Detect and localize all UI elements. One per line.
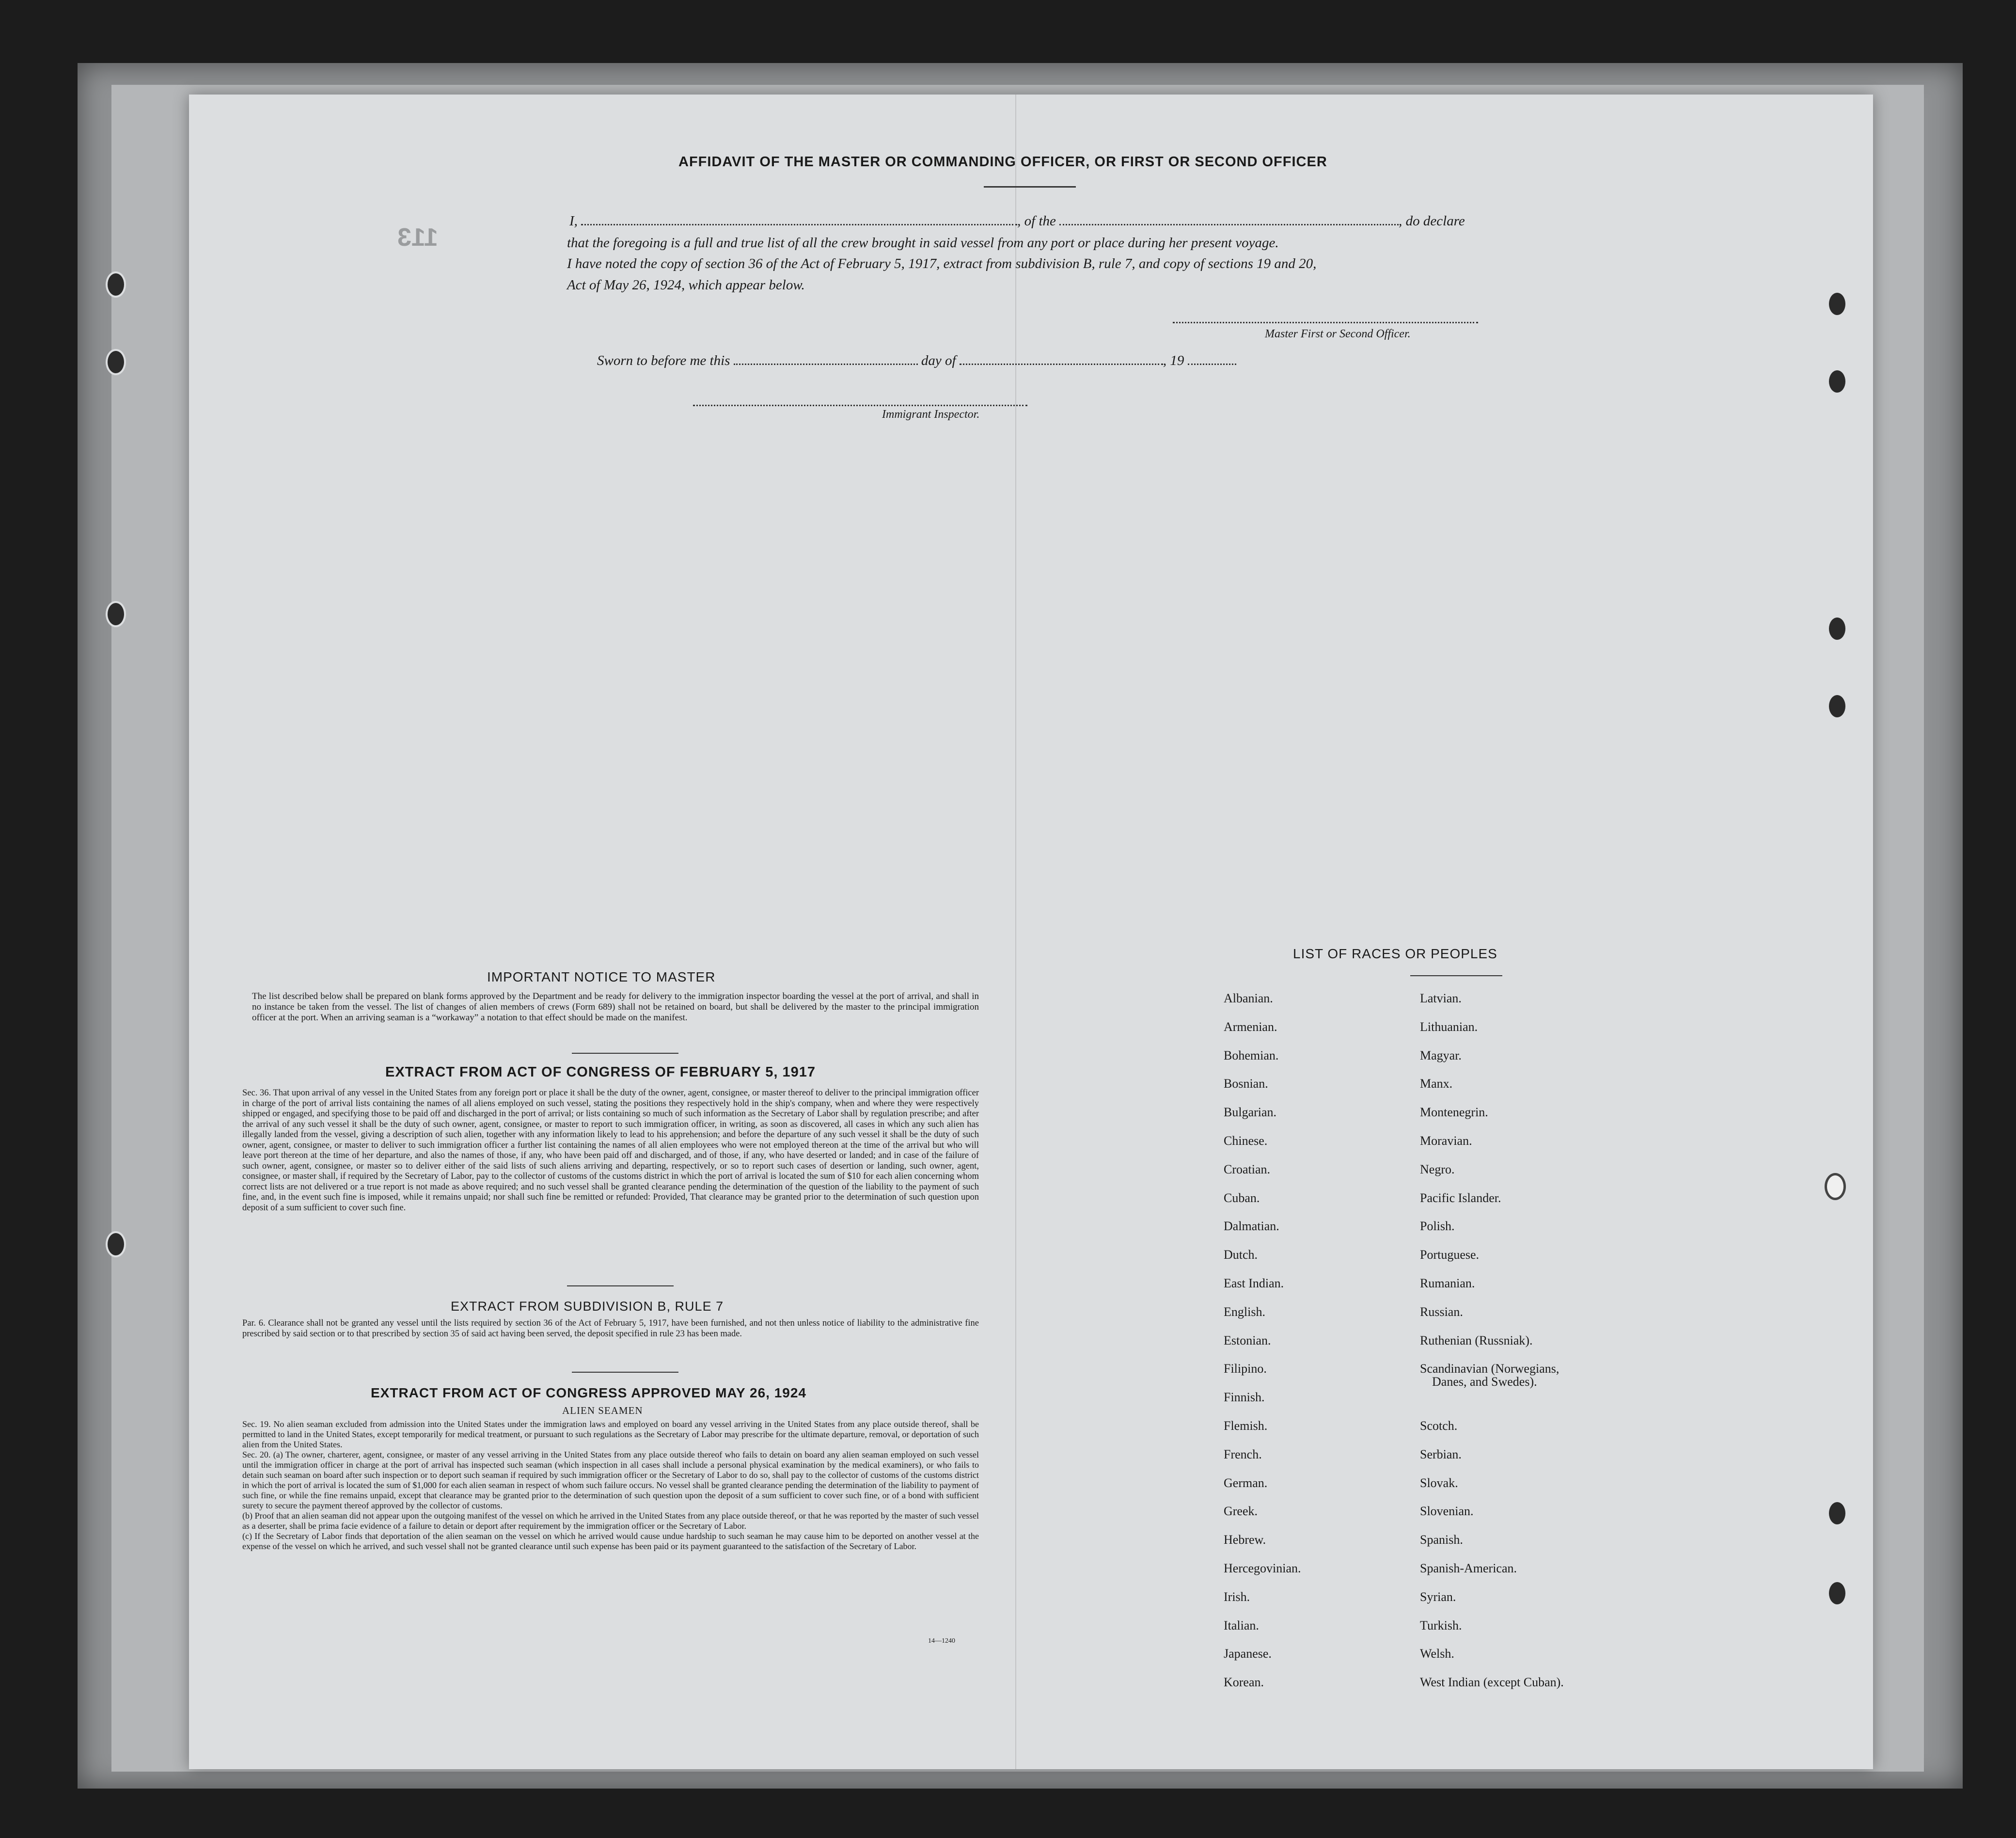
races-title: LIST OF RACES OR PEOPLES xyxy=(1293,946,1497,961)
race-item: Irish. xyxy=(1224,1589,1250,1604)
subdivision-b-body: Par. 6. Clearance shall not be granted any vessel until the lists required by section 36 of the Act of February 5, 1917, have been furnished, and not then unless notice of liability to the administrative fine prescribed by said section or to that prescribed by section 35 of said act having been served, the deposit specified in rule 23 has been made. xyxy=(242,1318,979,1339)
race-item: Rumanian. xyxy=(1420,1276,1475,1290)
inspector-signature-line[interactable] xyxy=(693,405,1027,406)
sworn-prefix: Sworn to before me this xyxy=(597,353,730,368)
race-item: Montenegrin. xyxy=(1420,1105,1488,1120)
race-item: Scandinavian (Norwegians, xyxy=(1420,1362,1559,1376)
affidavit-declare: , do declare xyxy=(1399,213,1465,229)
race-item: Manx. xyxy=(1420,1077,1453,1091)
inspector-label: Immigrant Inspector. xyxy=(882,408,980,421)
punch-hole xyxy=(1827,368,1847,395)
sec-20c: (c) If the Secretary of Labor finds that deportation of the alien seaman on the vessel on which he arrived would cause undue hardship to such seaman he may cause him to be deported on another vessel at the expense of the vessel on which he arrived, and such vessel shall not be granted clearance until such expense has been paid or its payment guaranteed to the satisfaction of the Secretary of Labor. xyxy=(242,1531,979,1551)
divider xyxy=(984,186,1076,188)
race-item: Hebrew. xyxy=(1224,1533,1266,1547)
vessel-blank[interactable] xyxy=(1059,224,1399,225)
race-item: Moravian. xyxy=(1420,1134,1472,1148)
punch-hole xyxy=(1827,1500,1847,1526)
punch-hole xyxy=(106,1231,126,1257)
notice-body: The list described below shall be prepared on blank forms approved by the Department and be ready for delivery to the immigration inspector boarding the vessel at the port of arrival, and shall in no instance be taken from the vessel. The list of changes of alien members of crews (Form 689) shall not be retained on board, but shall be delivered by the master to the principal immigration officer at the port. When an arriving seaman is a “workaway” a notation to that effect should be made on the manifest. xyxy=(252,991,979,1023)
race-item: Turkish. xyxy=(1420,1618,1462,1632)
race-item: Syrian. xyxy=(1420,1589,1456,1604)
race-item: Serbian. xyxy=(1420,1447,1462,1461)
affidavit-line-3: I have noted the copy of section 36 of the Act of February 5, 1917, extract from subdivision B, rule 7, and copy of sections 19 and 20, xyxy=(567,256,1317,271)
race-item: Portuguese. xyxy=(1420,1248,1480,1262)
name-blank[interactable] xyxy=(581,224,1017,225)
divider xyxy=(567,1285,674,1286)
extract-1917-title: EXTRACT FROM ACT OF CONGRESS OF FEBRUARY 5, 1917 xyxy=(385,1064,816,1080)
punch-hole xyxy=(1827,291,1847,317)
extract-1924-body xyxy=(242,1419,979,1552)
punch-hole xyxy=(1827,616,1847,642)
divider xyxy=(572,1372,678,1373)
race-item: Italian. xyxy=(1224,1618,1259,1632)
race-item: Croatian. xyxy=(1224,1162,1271,1176)
race-item: Finnish. xyxy=(1224,1390,1265,1405)
race-item: Estonian. xyxy=(1224,1333,1271,1347)
affidavit-title: AFFIDAVIT OF THE MASTER OR COMMANDING OFFICER, OR FIRST OR SECOND OFFICER xyxy=(678,154,1327,170)
extract-1924-subtitle: ALIEN SEAMEN xyxy=(562,1405,643,1416)
race-item: Latvian. xyxy=(1420,991,1462,1005)
race-item: Dalmatian. xyxy=(1224,1219,1279,1234)
race-item: Scotch. xyxy=(1420,1419,1458,1433)
race-item: Chinese. xyxy=(1224,1134,1268,1148)
race-item: German. xyxy=(1224,1475,1268,1490)
race-item: Welsh. xyxy=(1420,1647,1454,1661)
race-item: Slovenian. xyxy=(1420,1504,1474,1519)
race-item: Negro. xyxy=(1420,1162,1455,1176)
extract-1917-body: Sec. 36. That upon arrival of any vessel in the United States from any foreign port or place it shall be the duty of the owner, agent, consignee, or master thereof to deliver to the principal immigration officer in charge of the port of arrival lists containing the names of all aliens employed on such vessel, stating the positions they respectively hold in the ship's company, when and where they were respectively shipped or engaged, and specifying those to be paid off and discharged in the port of arrival; or lists containing so much of such information as the Secretary of Labor shall by regulation prescribe; and after the arrival of any such vessel it shall be the duty of such owner, agent, consignee, or master to report to such immigration officer, in writing, as soon as discovered, all cases in which any such alien has illegally landed from the vessel, giving a description of such alien, together with any information likely to lead to his apprehension; and before the departure of any such vessel it shall be the duty of such owner, agent, consignee, or master to deliver to such immigration officer a further list containing the names of all alien employees who were not employed thereon at the time of the arrival but who will leave port thereon at the time of her departure, and also the names of those, if any, who have been paid off and discharged, and of those, if any, who have deserted or landed; and in case of the failure of such owner, agent, consignee, or master so to deliver either of the said lists of such aliens arriving and departing, respectively, or so to report such cases of desertion or landing, such owner, agent, consignee, or master shall, if required by the Secretary of Labor, pay to the collector of customs of the customs district in which the port of arrival is located the sum of $10 for each alien concerning whom correct lists are not delivered or a true report is not made as above required; and no such vessel shall be granted clearance pending the determination of the question of the liability to the payment of such fine, and, in the event such fine is imposed, while it remains unpaid; nor shall such fine be remitted or refunded: Provided, That clearance may be granted prior to the determination of such question upon deposit of a sum sufficient to cover such fine. xyxy=(242,1088,979,1213)
race-item: Bosnian. xyxy=(1224,1077,1268,1091)
fold-line xyxy=(1015,95,1016,1769)
race-item: Spanish. xyxy=(1420,1533,1463,1547)
sworn-day-blank[interactable] xyxy=(734,364,918,365)
race-item: Filipino. xyxy=(1224,1362,1267,1376)
race-item: Spanish-American. xyxy=(1420,1561,1517,1575)
form-number: 14—1240 xyxy=(928,1637,955,1645)
sworn-month-blank[interactable] xyxy=(960,364,1163,365)
sec-20a: Sec. 20. (a) The owner, charterer, agent, consignee, or master of any vessel arriving in the United States from any place outside thereof who fails to detain on board any alien seaman employed on such vessel until the immigration officer in charge at the port of arrival has inspected such seaman (which inspection in all cases shall include a personal physical examination by the medical examiners), or who fails to detain such seaman on board after such inspection or to deport such seaman if required by such immigration officer or the Secretary of Labor to do so, shall pay to the collector of customs of the customs district in which the port of arrival is located the sum of $1,000 for each alien seaman in respect of whom such failure occurs. No vessel shall be granted clearance pending the determination of the liability to payment of such fine, or while the fine remains unpaid, except that clearance may be granted prior to the determination of such question upon the deposit of a sum sufficient to cover such fine, or of a bond with sufficient surety to secure the payment thereof approved by the collector of customs. xyxy=(242,1450,979,1510)
punch-hole xyxy=(1827,1580,1847,1606)
race-item: Albanian. xyxy=(1224,991,1273,1005)
punch-hole xyxy=(106,271,126,298)
race-item: Bulgarian. xyxy=(1224,1105,1277,1120)
extract-1924-title: EXTRACT FROM ACT OF CONGRESS APPROVED MAY 26, 1924 xyxy=(371,1385,806,1400)
race-item: Armenian. xyxy=(1224,1019,1277,1034)
sworn-day-of: day of xyxy=(921,353,956,368)
race-item: Flemish. xyxy=(1224,1419,1268,1433)
affidavit-of: , of the xyxy=(1017,213,1056,229)
punch-hole xyxy=(106,349,126,375)
race-item: Polish. xyxy=(1420,1219,1455,1234)
race-item: Bohemian. xyxy=(1224,1048,1279,1062)
race-item: Greek. xyxy=(1224,1504,1258,1519)
divider xyxy=(1410,975,1502,976)
race-item: Lithuanian. xyxy=(1420,1019,1478,1034)
master-signature-line[interactable] xyxy=(1173,322,1478,323)
affidavit-line-4: Act of May 26, 1924, which appear below. xyxy=(567,277,805,293)
affidavit-line-2: that the foregoing is a full and true list of all the crew brought in said vessel from any port or place during her present voyage. xyxy=(567,235,1279,251)
divider xyxy=(572,1053,678,1054)
punch-hole xyxy=(1825,1173,1846,1200)
race-item: Slovak. xyxy=(1420,1475,1458,1490)
race-item: Pacific Islander. xyxy=(1420,1190,1501,1205)
race-item: Hercegovinian. xyxy=(1224,1561,1301,1575)
race-item: West Indian (except Cuban). xyxy=(1420,1675,1564,1690)
race-item: Dutch. xyxy=(1224,1248,1258,1262)
race-item: East Indian. xyxy=(1224,1276,1284,1290)
sec-20b: (b) Proof that an alien seaman did not appear upon the outgoing manifest of the vessel on which he arrived in the United States from any place outside thereof, or that he was reported by the master of such vessel as a deserter, shall be prima facie evidence of a failure to detain or deport after requirement by the immigration officer or the Secretary of Labor. xyxy=(242,1511,979,1531)
stamp-number: 113 xyxy=(397,223,438,252)
punch-hole xyxy=(106,601,126,627)
race-item: Korean. xyxy=(1224,1675,1264,1690)
sec-19: Sec. 19. No alien seaman excluded from admission into the United States under the immigration laws and employed on board any vessel arriving in the United States from any place outside thereof, shall be permitted to land in the United States, except temporarily for medical treatment, or pursuant to such regulations as the Secretary of Labor may prescribe for the ultimate departure, removal, or deportation of such alien from the United States. xyxy=(242,1419,979,1449)
race-item: Ruthenian (Russniak). xyxy=(1420,1333,1533,1347)
race-item: Japanese. xyxy=(1224,1647,1272,1661)
affidavit-line-1 xyxy=(569,213,1490,229)
master-signature-label: Master First or Second Officer. xyxy=(1265,328,1411,340)
sworn-year-blank[interactable] xyxy=(1188,364,1236,365)
race-item: Cuban. xyxy=(1224,1190,1260,1205)
race-item: Magyar. xyxy=(1420,1048,1462,1062)
affidavit-i: I, xyxy=(569,213,578,229)
race-item: Russian. xyxy=(1420,1304,1463,1319)
race-item: Danes, and Swedes). xyxy=(1432,1374,1537,1389)
punch-hole xyxy=(1827,693,1847,719)
subdivision-b-title: EXTRACT FROM SUBDIVISION B, RULE 7 xyxy=(451,1299,724,1314)
race-item: English. xyxy=(1224,1304,1265,1319)
notice-title: IMPORTANT NOTICE TO MASTER xyxy=(487,969,716,984)
sworn-line xyxy=(597,353,1324,369)
sworn-year: , 19 xyxy=(1163,353,1184,368)
race-item: French. xyxy=(1224,1447,1262,1461)
